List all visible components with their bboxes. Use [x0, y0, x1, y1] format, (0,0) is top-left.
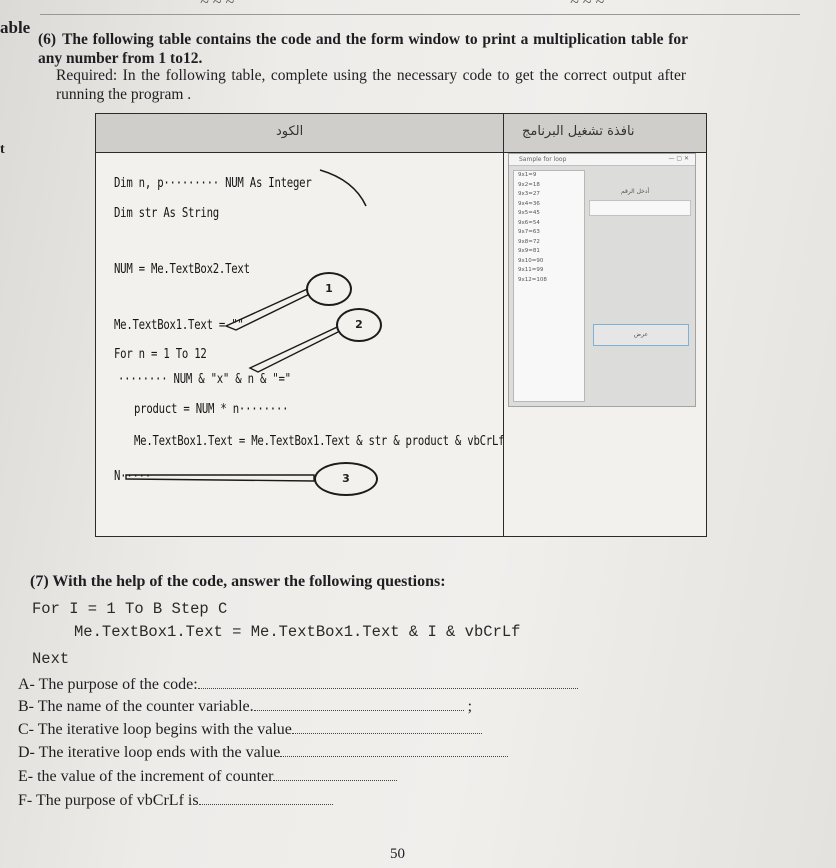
list-item: 9x10=90: [518, 257, 544, 264]
q7-item-e: [18, 768, 397, 786]
list-item: 9x6=54: [518, 219, 540, 226]
question-6-statement: [38, 30, 688, 68]
top-handwriting: ~~~: [200, 0, 238, 11]
window-controls-icon: — ▢ ✕: [668, 155, 689, 162]
list-item: 9x1=9: [518, 172, 537, 178]
q7-code-append: Me.TextBox1.Text = Me.TextBox1.Text & I & vbCrLf: [74, 623, 521, 641]
q7-item-b-suffix: ;: [467, 698, 473, 715]
list-item: 9x4=36: [518, 200, 540, 207]
q7-item-b-text: B- The name of the counter variable.: [18, 698, 254, 715]
callout-2: 2: [336, 308, 382, 342]
header-code: الكود: [276, 124, 304, 139]
q7-item-f: [18, 792, 333, 810]
form-window: [508, 153, 696, 407]
q7-code-for: For I = 1 To B Step C: [32, 600, 228, 618]
question-6-number: (6): [38, 31, 57, 48]
q7-item-b: [18, 698, 472, 716]
list-item: 9x11=99: [518, 267, 544, 273]
code-next-blank: N·····: [114, 469, 152, 484]
output-textbox[interactable]: [513, 170, 585, 402]
leader-3: [126, 475, 314, 481]
code-for-loop: For n = 1 To 12: [114, 347, 207, 362]
answer-blank[interactable]: [273, 768, 397, 781]
list-item: 9x12=108: [518, 276, 547, 283]
show-button[interactable]: عرض: [593, 324, 689, 346]
code-str-blank: ········ NUM & "x" & n & "=": [118, 372, 291, 387]
q7-item-c-text: C- The iterative loop begins with the value: [18, 721, 292, 738]
answer-blank[interactable]: [292, 721, 482, 734]
list-item: 9x3=27: [518, 191, 540, 197]
answer-blank[interactable]: [199, 792, 333, 805]
input-label: أدخل الرقم: [621, 188, 650, 195]
q7-code-next: Next: [32, 650, 70, 668]
list-item: 9x5=45: [518, 210, 540, 216]
form-titlebar: Sample for loop: [509, 154, 695, 166]
q7-item-d: [18, 744, 508, 762]
question-6-required: Required: In the following table, complete using the necessary code to get the correct output after running the program .: [56, 67, 686, 103]
answer-blank[interactable]: [254, 698, 464, 711]
q7-item-e-text: E- the value of the increment of counter: [18, 768, 274, 785]
callout-3: 3: [314, 462, 378, 496]
margin-label-mid: t: [0, 142, 5, 157]
q7-item-a-text: A- The purpose of the code:: [18, 676, 198, 693]
question-6-text: The following table contains the code and the form window to print a multiplication table for any number from 1 to12.: [38, 31, 688, 67]
answer-blank[interactable]: [280, 744, 508, 757]
q7-item-d-text: D- The iterative loop ends with the value: [18, 744, 281, 761]
list-item: 9x8=72: [518, 238, 540, 245]
callout-1: 1: [306, 272, 352, 306]
bracket-mark: [320, 170, 366, 206]
code-num-assign: NUM = Me.TextBox2.Text: [114, 262, 250, 277]
number-input[interactable]: [589, 200, 691, 216]
code-product: product = NUM * n········: [134, 402, 289, 417]
top-handwriting-2: ~~~: [570, 0, 608, 11]
code-textbox-clear: Me.TextBox1.Text = "": [114, 318, 244, 333]
q7-item-a: [18, 676, 578, 694]
list-item: 9x2=18: [518, 181, 540, 188]
code-dim-nums: Dim n, p········· NUM As Integer: [114, 176, 312, 191]
q7-item-c: [18, 721, 482, 739]
list-item: 9x9=81: [518, 248, 540, 254]
answer-blank[interactable]: [198, 676, 578, 689]
margin-label-top: able: [0, 18, 31, 37]
list-item: 9x7=63: [518, 229, 540, 235]
q7-item-f-text: F- The purpose of vbCrLf is: [18, 792, 199, 809]
header-program-window: نافذة تشغيل البرنامج: [522, 124, 635, 139]
code-textbox-append: Me.TextBox1.Text = Me.TextBox1.Text & str & product & vbCrLf: [134, 434, 505, 449]
top-edge-rule: [40, 0, 800, 15]
code-dim-str: Dim str As String: [114, 206, 219, 221]
question-7-heading: (7) With the help of the code, answer the following questions:: [30, 573, 446, 590]
page-number: 50: [390, 846, 405, 862]
